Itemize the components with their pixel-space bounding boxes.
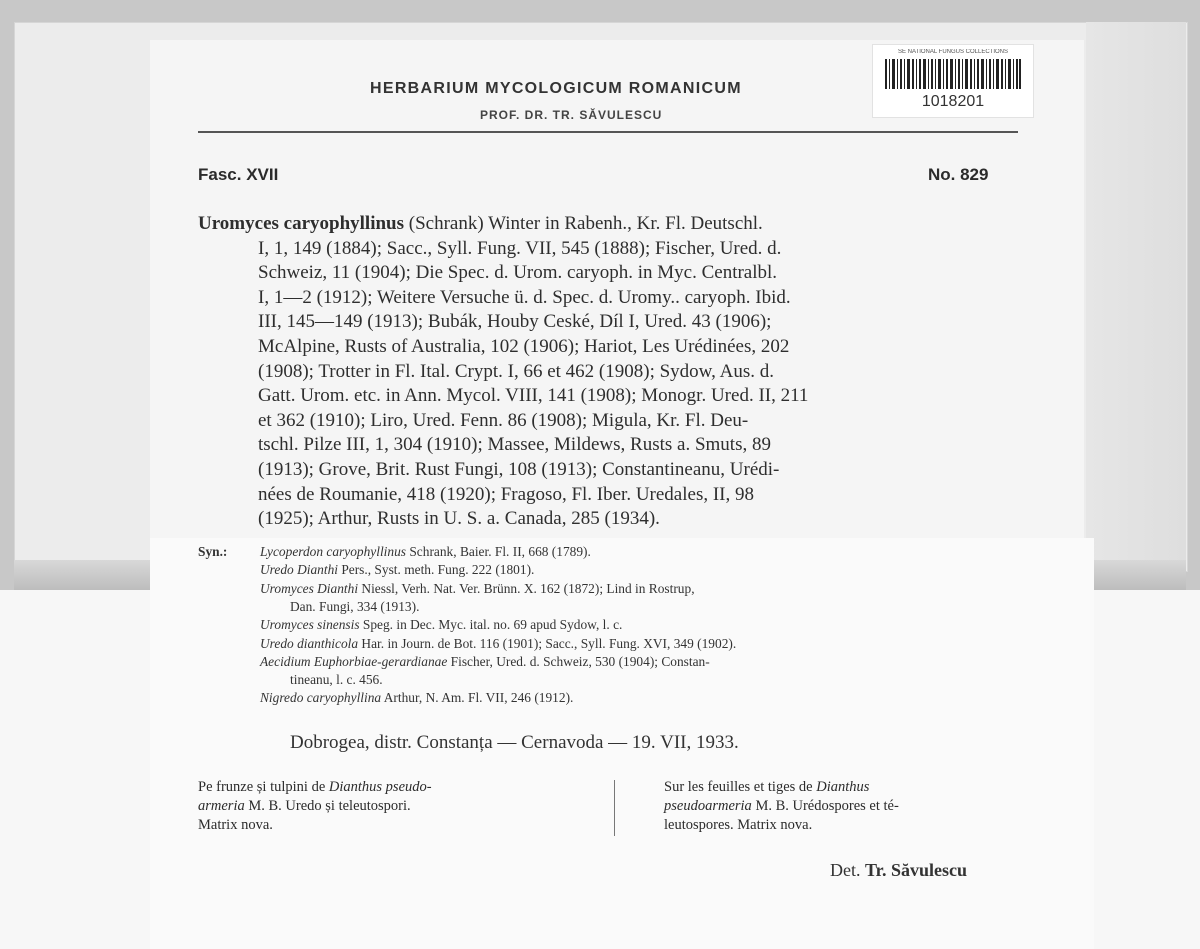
species-name: Uromyces caryophyllinus: [198, 213, 405, 234]
host-note-french: [664, 778, 1034, 835]
synonym-entry-continuation: tineanu, l. c. 456.: [290, 672, 383, 688]
synonym-entry: Aecidium Euphorbiae-gerardianae Fischer, Ured. d. Schweiz, 530 (1904); Constan-: [260, 653, 710, 669]
species-citation: [198, 212, 1028, 532]
host-fr-line: Sur les feuilles et tiges de Dianthus: [664, 779, 870, 795]
barcode-number: 1018201: [921, 93, 985, 110]
citation-line: McAlpine, Rusts of Australia, 102 (1906); Hariot, Les Urédinées, 202: [258, 335, 790, 357]
citation-line: Schweiz, 11 (1904); Die Spec. d. Urom. caryoph. in Myc. Centralbl.: [258, 262, 778, 284]
synonym-entry: Nigredo caryophyllina Arthur, N. Am. Fl. VII, 246 (1912).: [260, 690, 574, 706]
herbarium-title: HERBARIUM MYCOLOGICUM ROMANICUM: [370, 80, 742, 97]
host-ro-line: Pe frunze și tulpini de Dianthus pseudo-: [198, 779, 432, 795]
determiner-name: Tr. Săvulescu: [865, 860, 968, 880]
collection-locality: Dobrogea, distr. Constanța — Cernavoda — 19. VII, 1933.: [290, 732, 739, 753]
synonym-entry: Lycoperdon caryophyllinus Schrank, Baier. Fl. II, 668 (1789).: [260, 544, 591, 559]
envelope-shade: [1086, 22, 1186, 570]
fascicle-label: Fasc. XVII: [198, 165, 279, 184]
synonyms-label: Syn.:: [198, 544, 228, 559]
synonym-entry: Uromyces sinensis Speg. in Dec. Myc. ital. no. 69 apud Sydow, l. c.: [260, 617, 623, 633]
citation-line: I, 1, 149 (1884); Sacc., Syll. Fung. VII, 545 (1888); Fischer, Ured. d.: [258, 237, 782, 259]
synonym-entry: Uredo dianthicola Har. in Journ. de Bot. 116 (1901); Sacc., Syll. Fung. XVI, 349 (1902).: [260, 635, 737, 651]
citation-line: (1908); Trotter in Fl. Ital. Crypt. I, 66 et 462 (1908); Sydow, Aus. d.: [258, 360, 774, 382]
citation-line: nées de Roumanie, 418 (1920); Fragoso, Fl. Iber. Uredales, II, 98: [258, 483, 755, 505]
header-divider: [198, 131, 1018, 133]
herbarium-subtitle: PROF. DR. TR. SĂVULESCU: [480, 108, 663, 122]
host-fr-line: leutospores. Matrix nova.: [664, 817, 813, 833]
synonym-entry: Uromyces Dianthi Niessl, Verh. Nat. Ver. Brünn. X. 162 (1872); Lind in Rostrup,: [260, 580, 695, 596]
host-note-romanian: [198, 778, 588, 835]
barcode-label: [872, 44, 1034, 118]
specimen-number: No. 829: [928, 165, 989, 184]
citation-line: III, 145—149 (1913); Bubák, Houby Ceské, Díl I, Ured. 43 (1906);: [258, 311, 772, 333]
citation-line: et 362 (1910); Liro, Ured. Fenn. 86 (1908); Migula, Kr. Fl. Deu-: [258, 409, 749, 431]
barcode-icon: [885, 59, 1021, 89]
citation-line: Gatt. Urom. etc. in Ann. Mycol. VIII, 141 (1908); Monogr. Ured. II, 211: [258, 385, 809, 407]
determiner: Det. Tr. Săvulescu: [830, 860, 968, 880]
host-ro-line: Matrix nova.: [198, 817, 273, 833]
barcode-caption: SE NATIONAL FUNGUS COLLECTIONS: [897, 49, 1009, 55]
host-note-divider: [614, 780, 615, 836]
citation-line: (1913); Grove, Brit. Rust Fungi, 108 (1913); Constantineanu, Urédi-: [258, 458, 780, 480]
citation-line: (1925); Arthur, Rusts in U. S. a. Canada, 285 (1934).: [258, 508, 660, 530]
citation-line: tschl. Pilze III, 1, 304 (1910); Massee, Mildews, Rusts a. Smuts, 89: [258, 434, 771, 456]
citation-line: Uromyces caryophyllinus (Schrank) Winter in Rabenh., Kr. Fl. Deutschl.: [198, 213, 763, 234]
host-fr-line: pseudoarmeria M. B. Urédospores et té-: [664, 798, 899, 814]
citation-line: I, 1—2 (1912); Weitere Versuche ü. d. Spec. d. Uromy.. caryoph. Ibid.: [258, 286, 791, 308]
synonym-entry-continuation: Dan. Fungi, 334 (1913).: [290, 598, 420, 614]
host-ro-line: armeria M. B. Uredo și teleutospori.: [198, 798, 411, 814]
synonym-entry: Uredo Dianthi Pers., Syst. meth. Fung. 222 (1801).: [260, 562, 535, 578]
